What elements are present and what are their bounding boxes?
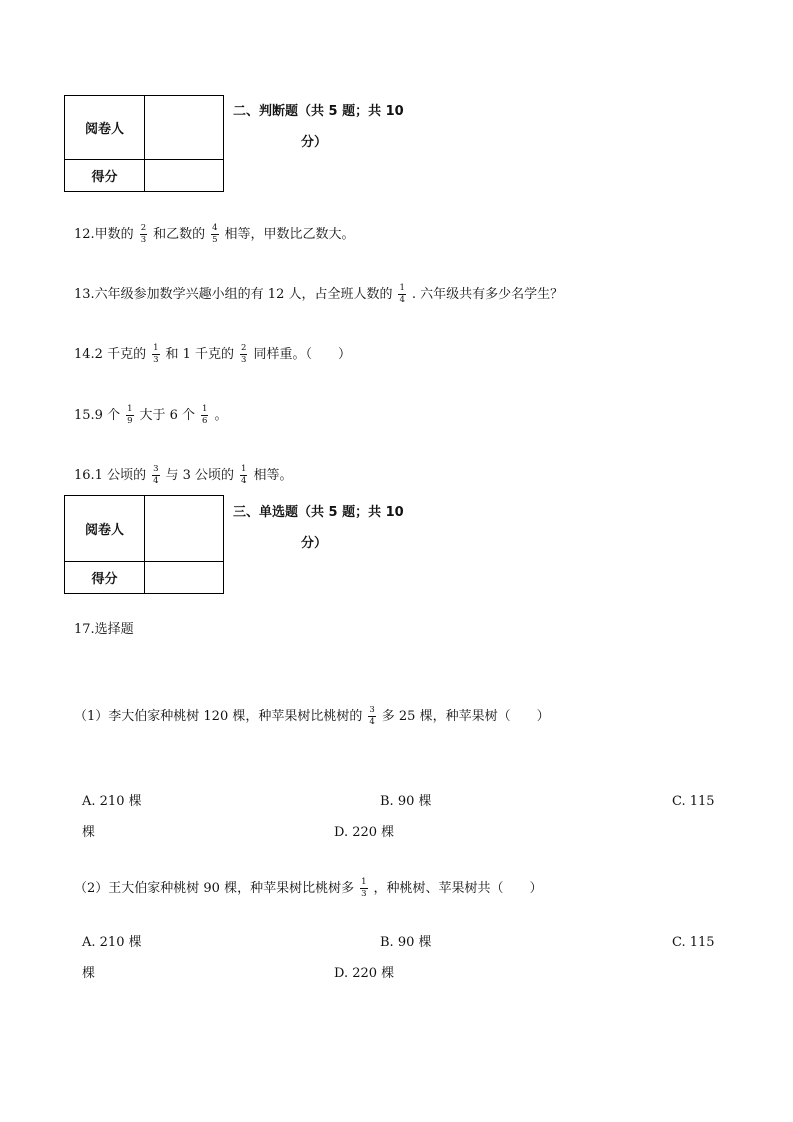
q13-text-a: 13.六年级参加数学兴趣小组的有 12 人，占全班人数的 — [74, 287, 393, 302]
question-15 — [74, 405, 227, 426]
q16-text-a: 16.1 公顷的 — [74, 468, 147, 483]
section-2-title-line1: 二、判断题（共 5 题；共 10 — [233, 104, 404, 119]
q16-text-c: 相等。 — [253, 468, 293, 483]
sub1-option-d[interactable]: D. 220 棵 — [334, 825, 395, 840]
section-3-heading — [233, 497, 404, 559]
fraction: $\frac{1}{4}$ — [399, 283, 405, 305]
score-cell — [145, 160, 224, 192]
fraction: $\frac{3}{4}$ — [369, 705, 375, 727]
reviewer-cell — [145, 496, 224, 562]
section-2-title-line2: 分） — [301, 135, 328, 150]
q14-text-c: 同样重。（ ） — [253, 347, 351, 362]
q12-text-a: 12.甲数的 — [74, 227, 134, 242]
fraction: $\frac{1}{4}$ — [241, 464, 247, 486]
grader-box-section-3 — [64, 495, 224, 594]
q15-text-b: 大于 6 个 — [139, 408, 196, 423]
section-3-title-line2: 分） — [301, 536, 328, 551]
section-3-title-line1: 三、单选题（共 5 题；共 10 — [233, 505, 404, 520]
sub1-option-c-continued[interactable]: 棵 — [82, 825, 96, 840]
fraction: $\frac{1}{3}$ — [153, 343, 159, 365]
sub2-text-b: ，种桃树、苹果树共（ ） — [373, 881, 543, 896]
score-label: 得分 — [65, 160, 145, 192]
question-16 — [74, 465, 292, 486]
sub1-text-a: （1）李大伯家种桃树 120 棵，种苹果树比桃树的 — [74, 709, 363, 724]
q15-text-c: 。 — [214, 408, 228, 423]
question-17-title: 17.选择题 — [74, 622, 134, 637]
section-2-heading — [233, 96, 404, 158]
fraction: $\frac{1}{3}$ — [361, 877, 367, 899]
fraction: $\frac{1}{6}$ — [202, 404, 208, 426]
sub1-option-a[interactable]: A. 210 棵 — [82, 794, 142, 809]
sub-question-1 — [74, 706, 550, 727]
reviewer-label: 阅卷人 — [65, 496, 145, 562]
q13-text-b: . 六年级共有多少名学生？ — [411, 287, 564, 302]
fraction: $\frac{4}{5}$ — [212, 223, 218, 245]
question-12 — [74, 224, 355, 245]
sub1-text-b: 多 25 棵，种苹果树（ ） — [381, 709, 550, 724]
sub-question-2 — [74, 878, 543, 899]
fraction: $\frac{3}{4}$ — [153, 464, 159, 486]
sub2-option-d[interactable]: D. 220 棵 — [334, 966, 395, 981]
sub2-text-a: （2）王大伯家种桃树 90 棵，种苹果树比桃树多 — [74, 881, 355, 896]
grader-box-section-2 — [64, 95, 224, 192]
q14-text-b: 和 1 千克的 — [165, 347, 235, 362]
q16-text-b: 与 3 公顷的 — [165, 468, 235, 483]
q15-text-a: 15.9 个 — [74, 408, 121, 423]
sub2-option-c-continued[interactable]: 棵 — [82, 966, 96, 981]
fraction: $\frac{1}{9}$ — [127, 404, 133, 426]
question-13 — [74, 284, 563, 305]
reviewer-cell — [145, 96, 224, 160]
sub2-option-b[interactable]: B. 90 棵 — [380, 935, 432, 950]
sub2-option-a[interactable]: A. 210 棵 — [82, 935, 142, 950]
fraction: $\frac{2}{3}$ — [241, 343, 247, 365]
sub1-option-b[interactable]: B. 90 棵 — [380, 794, 432, 809]
question-14 — [74, 344, 351, 365]
score-label: 得分 — [65, 562, 145, 594]
sub1-option-c[interactable]: C. 115 — [672, 794, 715, 809]
fraction: $\frac{2}{3}$ — [140, 223, 147, 245]
q14-text-a: 14.2 千克的 — [74, 347, 147, 362]
sub2-option-c[interactable]: C. 115 — [672, 935, 715, 950]
reviewer-label: 阅卷人 — [65, 96, 145, 160]
q12-text-c: 相等，甲数比乙数大。 — [224, 227, 355, 242]
q12-text-b: 和乙数的 — [153, 227, 206, 242]
score-cell — [145, 562, 224, 594]
